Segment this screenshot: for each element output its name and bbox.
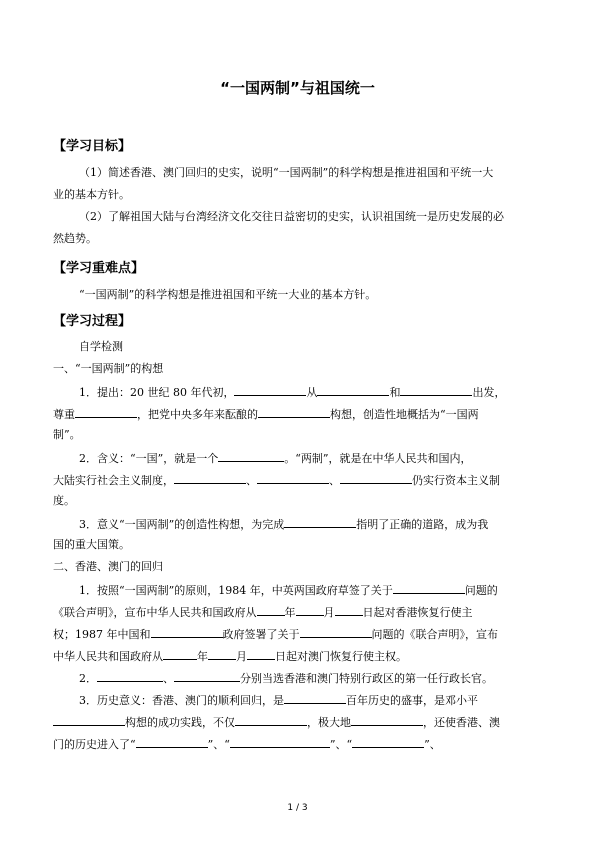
- item-1-2-line-1: [79, 450, 579, 466]
- item-1-3-line-2: 国的重大国策。: [53, 538, 130, 551]
- text: 权；1987 年中国和: [53, 628, 151, 641]
- text: ”、“: [329, 738, 353, 751]
- text: 2．含义：“一国”，就是一个: [79, 452, 219, 465]
- goal-1-line-1: （1）简述香港、澳门回归的史实，说明“一国两制”的科学构想是推进祖国和平统一大: [79, 166, 494, 179]
- text: 3．历史意义：香港、澳门的顺利回归，是: [79, 694, 284, 707]
- item-1-2-line-3: 度。: [53, 494, 75, 507]
- fill-blank[interactable]: [393, 582, 465, 594]
- fill-blank[interactable]: [230, 736, 330, 748]
- self-check-label: 自学检测: [79, 340, 123, 353]
- text: 大陆实行社会主义制度，: [53, 474, 174, 487]
- fill-blank[interactable]: [174, 472, 246, 484]
- fill-blank[interactable]: [218, 450, 284, 462]
- fill-blank[interactable]: [258, 406, 330, 418]
- item-1-3-line-1: [79, 516, 579, 532]
- item-2-1-line-1: [79, 582, 579, 598]
- keypoint-1: “一国两制”的科学构想是推进祖国和平统一大业的基本方针。: [79, 288, 377, 301]
- text: ，极大地: [307, 716, 351, 729]
- heading-learning-process: 【学习过程】: [53, 314, 132, 329]
- text: 、: [246, 474, 257, 487]
- fill-blank[interactable]: [284, 516, 356, 528]
- text: 政府签署了关于: [222, 628, 300, 641]
- item-2-1-line-3: [53, 626, 553, 642]
- fill-blank[interactable]: [340, 472, 412, 484]
- text: 、: [329, 474, 340, 487]
- text: 年: [197, 650, 208, 663]
- page-number: 1 / 3: [287, 803, 308, 813]
- item-2-3-line-2: [53, 714, 553, 730]
- fill-blank[interactable]: [53, 714, 125, 726]
- item-1-1-line-2: [53, 406, 553, 422]
- text: 中华人民共和国政府从: [53, 650, 163, 663]
- fill-blank[interactable]: [257, 472, 329, 484]
- part-1-title: 一、“一国两制”的构想: [53, 362, 164, 375]
- text: 门的历史进入了“: [53, 738, 136, 751]
- fill-blank[interactable]: [208, 648, 236, 660]
- fill-blank[interactable]: [151, 626, 223, 638]
- text: 构想，创造性地概括为“一国两: [330, 408, 479, 421]
- fill-blank[interactable]: [284, 692, 346, 704]
- item-1-2-line-2: [53, 472, 553, 488]
- text: 3．意义“一国两制”的创造性构想，为完成: [79, 518, 285, 531]
- text: 仍实行资本主义制: [412, 474, 500, 487]
- text: 日起对澳门恢复行使主权。: [275, 650, 407, 663]
- text: 尊重: [53, 408, 75, 421]
- fill-blank[interactable]: [335, 604, 363, 616]
- goal-2-line-2: 然趋势。: [53, 232, 97, 245]
- text: ”、“: [207, 738, 230, 751]
- text: 问题的《联合声明》，宣布: [371, 628, 498, 641]
- fill-blank[interactable]: [351, 714, 423, 726]
- text: ，还使香港、澳: [423, 716, 500, 729]
- text: 出发，: [472, 386, 506, 399]
- item-2-3-line-1: [79, 692, 579, 708]
- fill-blank[interactable]: [257, 604, 285, 616]
- text: 《联合声明》，宣布中华人民共和国政府从: [53, 606, 257, 619]
- text: 1．提出：20 世纪 80 年代初，: [79, 386, 235, 399]
- text: ，把党中央多年来酝酿的: [137, 408, 258, 421]
- heading-learning-goals: 【学习目标】: [53, 139, 132, 154]
- fill-blank[interactable]: [352, 736, 424, 748]
- fill-blank[interactable]: [235, 714, 307, 726]
- text: 构想的成功实践，不仅: [125, 716, 235, 729]
- heading-key-points: 【学习重难点】: [53, 261, 145, 276]
- fill-blank[interactable]: [317, 384, 389, 396]
- text: 从: [306, 386, 318, 399]
- fill-blank[interactable]: [296, 604, 324, 616]
- text: 月: [323, 606, 335, 619]
- text: 日起对香港恢复行使主: [362, 606, 473, 619]
- text: 分别当选香港和澳门特别行政区的第一任行政长官。: [240, 672, 493, 685]
- text: 、: [163, 672, 174, 685]
- fill-blank[interactable]: [163, 648, 197, 660]
- goal-2-line-1: （2）了解祖国大陆与台湾经济文化交往日益密切的史实，认识祖国统一是历史发展的必: [79, 210, 504, 223]
- text: 。“两制”，就是在中华人民共和国内，: [284, 452, 472, 465]
- part-2-title: 二、香港、澳门的回归: [53, 560, 163, 573]
- fill-blank[interactable]: [300, 626, 372, 638]
- item-2-3-line-3: [53, 736, 553, 752]
- item-2-2-line-1: [79, 670, 579, 686]
- text: 百年历史的盛事，是邓小平: [346, 694, 478, 707]
- fill-blank[interactable]: [97, 670, 163, 682]
- fill-blank[interactable]: [75, 406, 137, 418]
- text: 指明了正确的道路，成为我: [356, 518, 489, 531]
- item-2-1-line-4: [53, 648, 553, 664]
- text: 年: [284, 606, 296, 619]
- text: 2．: [79, 672, 97, 685]
- fill-blank[interactable]: [136, 736, 208, 748]
- fill-blank[interactable]: [400, 384, 472, 396]
- item-2-1-line-2: [53, 604, 553, 620]
- fill-blank[interactable]: [174, 670, 240, 682]
- text: 月: [236, 650, 247, 663]
- item-1-1-line-1: [79, 384, 579, 400]
- text: 1．按照“一国两制”的原则，1984 年，中英两国政府草签了关于: [79, 584, 393, 597]
- fill-blank[interactable]: [234, 384, 306, 396]
- goal-1-line-2: 业的基本方针。: [53, 188, 130, 201]
- fill-blank[interactable]: [247, 648, 275, 660]
- text: ”、: [424, 738, 441, 751]
- text: 问题的: [464, 584, 498, 597]
- item-1-1-line-3: 制”。: [53, 428, 81, 441]
- page-title: “一国两制”与祖国统一: [220, 79, 375, 97]
- text: 和: [389, 386, 401, 399]
